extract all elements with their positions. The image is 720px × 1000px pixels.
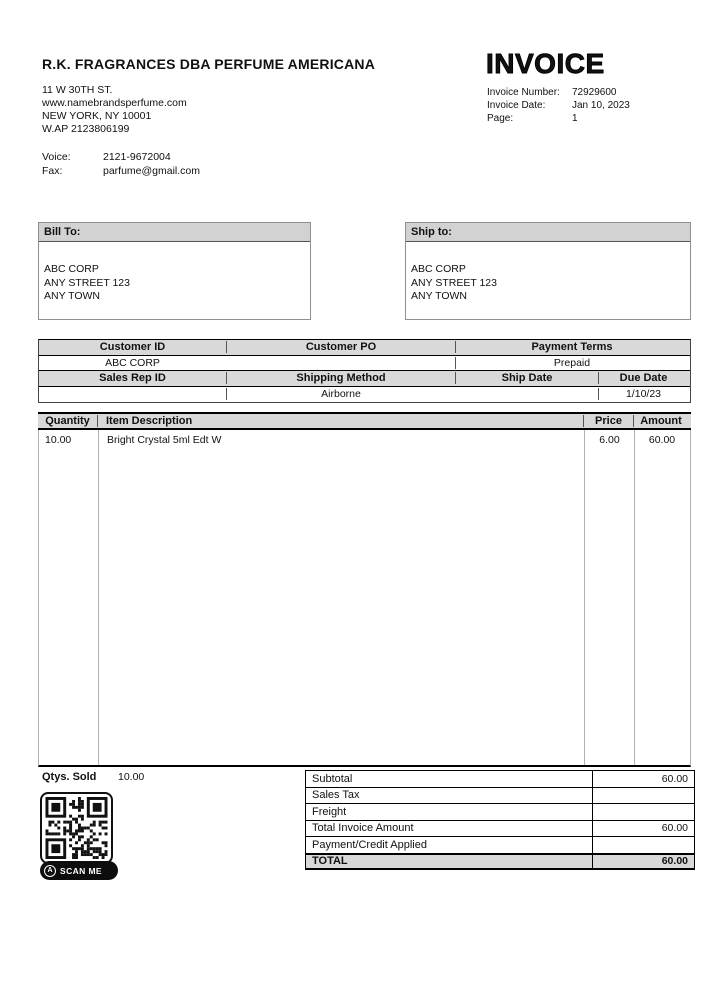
voice-value: 2121-9672004 <box>103 151 171 163</box>
sales-tax-row <box>306 788 694 805</box>
order-info-value-row-2 <box>39 387 690 403</box>
invoice-title: INVOICE <box>486 48 605 79</box>
company-address-line: www.namebrandsperfume.com <box>42 97 187 109</box>
item-table-header <box>38 412 691 430</box>
scan-me-badge <box>40 861 118 880</box>
freight-label: Freight <box>312 805 347 818</box>
sales-tax-value <box>592 788 694 804</box>
qr-code-pattern <box>45 797 108 859</box>
ship-to-header: Ship to: <box>406 223 690 242</box>
due-date-header: Due Date <box>598 372 688 384</box>
subtotal-label: Subtotal <box>312 772 353 785</box>
shipping-method-header: Shipping Method <box>226 372 455 384</box>
total-invoice-amount-row <box>306 821 694 838</box>
page-number-value: 1 <box>572 113 578 125</box>
bill-to-line: ANY STREET 123 <box>44 276 130 289</box>
description-header: Item Description <box>97 415 583 427</box>
company-contacts <box>42 151 200 178</box>
subtotal-value: 60.00 <box>592 771 694 787</box>
contact-row-fax <box>42 165 200 179</box>
order-info-header-row-1 <box>39 340 690 356</box>
ship-to-line: ANY STREET 123 <box>411 276 497 289</box>
item-price: 6.00 <box>584 430 634 765</box>
shipping-method-value: Airborne <box>226 388 455 400</box>
bill-to-address <box>39 242 310 304</box>
company-address-line: W.AP 2123806199 <box>42 123 130 135</box>
order-info-value-row-1 <box>39 356 690 372</box>
payment-terms-value: Prepaid <box>455 357 688 369</box>
order-info-table <box>38 339 691 403</box>
grand-total-row <box>306 854 694 871</box>
total-invoice-amount-value: 60.00 <box>592 821 694 837</box>
fax-label: Fax: <box>42 164 63 177</box>
invoice-date-value: Jan 10, 2023 <box>572 100 630 112</box>
invoice-date-label: Invoice Date: <box>487 100 546 112</box>
grand-total-value: 60.00 <box>592 855 694 869</box>
bill-to-line: ABC CORP <box>44 263 99 275</box>
customer-id-header: Customer ID <box>99 341 166 354</box>
ship-date-header: Ship Date <box>455 372 598 384</box>
subtotal-row <box>306 771 694 788</box>
invoice-number-row <box>487 86 630 99</box>
bill-to-box <box>38 222 311 320</box>
totals-table <box>305 770 695 870</box>
contact-row-voice <box>42 151 200 165</box>
freight-row <box>306 804 694 821</box>
qtys-sold-label: Qtys. Sold <box>42 771 97 783</box>
amount-header: Amount <box>633 415 688 427</box>
item-quantity: 10.00 <box>45 434 72 446</box>
customer-po-header: Customer PO <box>226 341 455 353</box>
due-date-value: 1/10/23 <box>598 388 688 400</box>
ship-to-line: ABC CORP <box>411 263 466 275</box>
customer-id-value: ABC CORP <box>105 356 160 369</box>
invoice-date-row <box>487 99 630 112</box>
ship-to-box <box>405 222 691 320</box>
price-header: Price <box>583 415 633 427</box>
invoice-number-value: 72929600 <box>572 87 617 98</box>
ship-to-line: ANY TOWN <box>411 290 468 302</box>
item-description: Bright Crystal 5ml Edt W <box>98 430 584 765</box>
sales-tax-label: Sales Tax <box>312 789 360 802</box>
company-name: R.K. FRAGRANCES DBA PERFUME AMERICANA <box>42 56 376 72</box>
company-address-line: 11 W 30TH ST. <box>42 84 113 96</box>
item-amount: 60.00 <box>634 430 689 765</box>
payment-credit-label: Payment/Credit Applied <box>312 838 427 851</box>
payment-terms-header: Payment Terms <box>455 341 688 353</box>
order-info-header-row-2 <box>39 371 690 387</box>
item-table <box>38 412 691 769</box>
qtys-sold-row <box>42 771 144 783</box>
voice-label: Voice: <box>42 151 71 163</box>
qr-code <box>40 792 113 864</box>
invoice-meta <box>487 86 630 126</box>
fax-value: parfume@gmail.com <box>103 164 201 177</box>
company-address-line: NEW YORK, NY 10001 <box>42 110 152 122</box>
bill-to-header: Bill To: <box>39 223 310 242</box>
payment-credit-row <box>306 837 694 854</box>
page-number-label: Page: <box>487 113 514 125</box>
item-table-body <box>38 430 691 767</box>
ship-to-address <box>406 242 690 304</box>
qtys-sold-value: 10.00 <box>118 771 145 783</box>
page-number-row <box>487 112 630 125</box>
bill-to-line: ANY TOWN <box>44 290 101 302</box>
payment-credit-value <box>592 837 694 853</box>
scan-me-icon: A <box>44 865 56 877</box>
invoice-number-label: Invoice Number: <box>487 87 560 98</box>
sales-rep-header: Sales Rep ID <box>99 372 166 385</box>
freight-value <box>592 804 694 820</box>
grand-total-label: TOTAL <box>312 855 348 868</box>
scan-me-label: SCAN ME <box>60 865 102 876</box>
quantity-header: Quantity <box>45 415 90 427</box>
total-invoice-amount-label: Total Invoice Amount <box>312 822 414 835</box>
company-address <box>42 84 187 136</box>
